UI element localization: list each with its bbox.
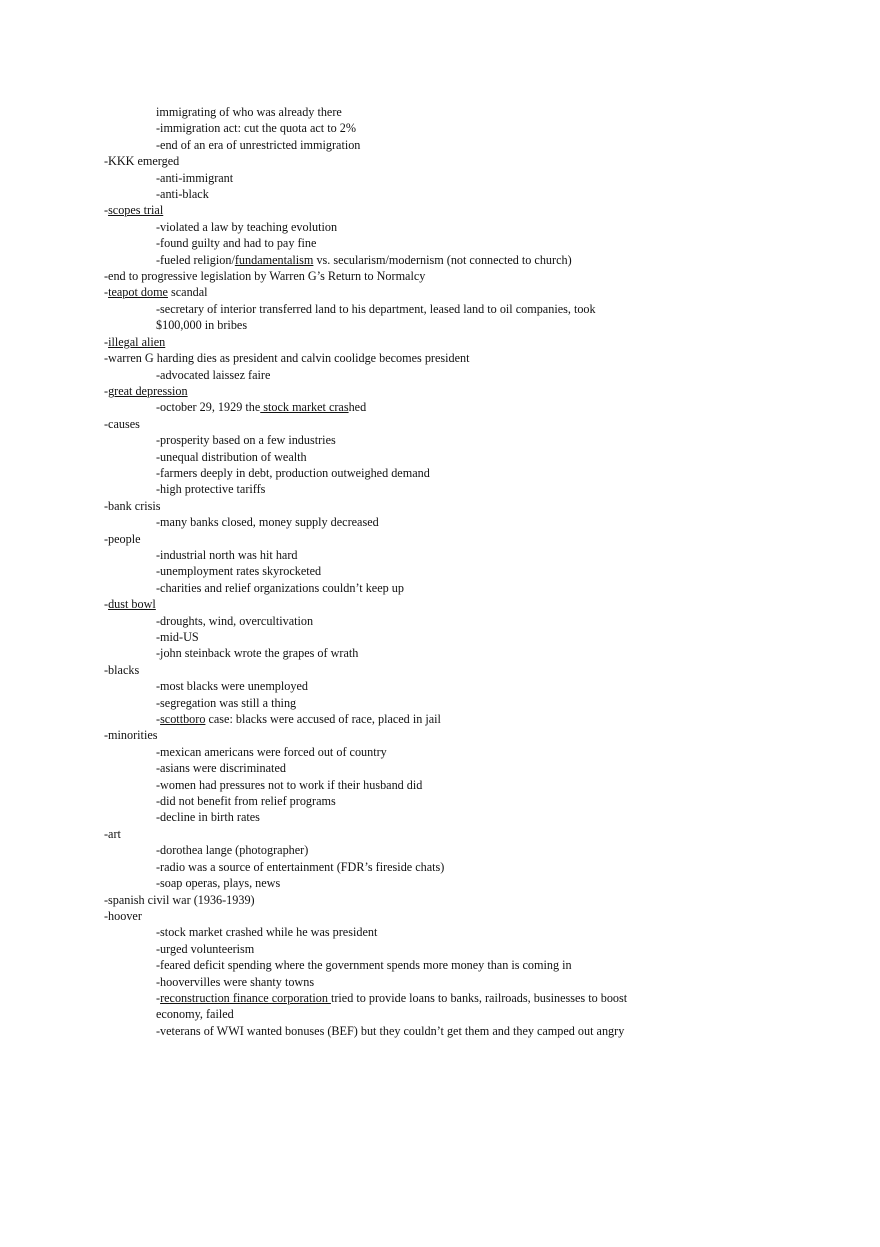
note-line-text: -secretary of interior transferred land to his department, leased land to oil companies, took bbox=[156, 301, 596, 316]
note-line-text: -advocated laissez faire bbox=[156, 367, 271, 382]
note-line-text: $100,000 in bribes bbox=[156, 318, 248, 333]
note-line bbox=[104, 416, 824, 432]
note-line bbox=[104, 547, 824, 563]
note-line-text: -high protective tariffs bbox=[156, 482, 266, 497]
note-line-text: - bbox=[104, 334, 109, 349]
note-line bbox=[104, 941, 824, 957]
note-line bbox=[104, 826, 824, 842]
note-line bbox=[104, 809, 824, 825]
note-line bbox=[104, 645, 824, 661]
note-line-text: -droughts, wind, overcultivation bbox=[156, 613, 314, 628]
note-line-text: -violated a law by teaching evolution bbox=[156, 219, 338, 234]
note-line-text: -did not benefit from relief programs bbox=[156, 794, 336, 809]
note-line bbox=[104, 793, 824, 809]
note-line-text: -KKK emerged bbox=[104, 154, 180, 169]
note-line-text: -dorothea lange (photographer) bbox=[156, 843, 309, 858]
note-line-text: -spanish civil war (1936-1939) bbox=[104, 892, 255, 907]
note-line bbox=[104, 695, 824, 711]
note-line-text: -warren G harding dies as president and calvin coolidge becomes president bbox=[104, 351, 470, 366]
note-line-text: -farmers deeply in debt, production outweighed demand bbox=[156, 465, 430, 480]
underlined-term: stock market cras bbox=[260, 400, 349, 415]
note-line-text: -urged volunteerism bbox=[156, 941, 255, 956]
note-line bbox=[104, 367, 824, 383]
note-line-text: -stock market crashed while he was president bbox=[156, 925, 378, 940]
note-line bbox=[104, 842, 824, 858]
note-line-text: tried to provide loans to banks, railroads, businesses to boost bbox=[330, 990, 628, 1005]
note-line-text: immigrating of who was already there bbox=[156, 105, 342, 119]
note-line bbox=[104, 613, 824, 629]
underlined-term: scopes trial bbox=[108, 203, 164, 218]
note-line bbox=[104, 170, 824, 186]
note-line bbox=[104, 137, 824, 153]
note-line-text: -charities and relief organizations couldn’t keep up bbox=[156, 580, 404, 595]
note-line bbox=[104, 744, 824, 760]
underlined-term: fundamentalism bbox=[234, 252, 314, 267]
note-line-text: scandal bbox=[167, 285, 208, 300]
note-line-text: - bbox=[104, 597, 109, 612]
note-line bbox=[104, 104, 824, 120]
notes-body bbox=[104, 104, 824, 1039]
note-line-text: -many banks closed, money supply decreased bbox=[156, 515, 379, 530]
note-line-text: -women had pressures not to work if their husband did bbox=[156, 777, 423, 792]
note-line-text: -immigration act: cut the quota act to 2% bbox=[156, 121, 357, 136]
note-line bbox=[104, 268, 824, 284]
note-line bbox=[104, 465, 824, 481]
note-line bbox=[104, 875, 824, 891]
note-line-text: - bbox=[104, 285, 109, 300]
note-line bbox=[104, 678, 824, 694]
note-line-text: -prosperity based on a few industries bbox=[156, 433, 336, 448]
note-line-text: vs. secularism/modernism (not connected to church) bbox=[313, 252, 572, 267]
note-line-text: -found guilty and had to pay fine bbox=[156, 236, 317, 251]
note-line-text: -industrial north was hit hard bbox=[156, 547, 298, 562]
note-line bbox=[104, 580, 824, 596]
note-line bbox=[104, 481, 824, 497]
note-line-text: -end of an era of unrestricted immigration bbox=[156, 137, 361, 152]
note-line-text: - bbox=[156, 990, 161, 1005]
note-line bbox=[104, 990, 824, 1006]
note-line-text: -mexican americans were forced out of country bbox=[156, 744, 387, 759]
note-line bbox=[104, 1006, 824, 1022]
note-line-text: -causes bbox=[104, 416, 140, 431]
note-line-text: -unequal distribution of wealth bbox=[156, 449, 307, 464]
note-line-text: - bbox=[156, 712, 161, 727]
note-line-text: -soap operas, plays, news bbox=[156, 876, 281, 891]
note-line-text: economy, failed bbox=[156, 1007, 234, 1022]
note-line bbox=[104, 252, 824, 268]
underlined-term: illegal alien bbox=[108, 334, 166, 349]
note-line-text: -decline in birth rates bbox=[156, 810, 260, 825]
note-line-text: -anti-black bbox=[156, 187, 209, 202]
note-line bbox=[104, 777, 824, 793]
note-line bbox=[104, 531, 824, 547]
underlined-term: dust bowl bbox=[108, 597, 156, 612]
note-line bbox=[104, 629, 824, 645]
note-line bbox=[104, 1023, 824, 1039]
note-line bbox=[104, 859, 824, 875]
note-line bbox=[104, 153, 824, 169]
underlined-term: scottboro bbox=[160, 712, 206, 727]
note-line bbox=[104, 974, 824, 990]
note-line bbox=[104, 892, 824, 908]
note-line bbox=[104, 957, 824, 973]
note-line bbox=[104, 498, 824, 514]
note-line-text: -art bbox=[104, 826, 121, 841]
note-line bbox=[104, 202, 824, 218]
note-line bbox=[104, 727, 824, 743]
note-line bbox=[104, 563, 824, 579]
note-line-text: -hoover bbox=[104, 908, 142, 923]
note-line bbox=[104, 383, 824, 399]
note-line bbox=[104, 219, 824, 235]
underlined-term: teapot dome bbox=[108, 285, 168, 300]
note-line-text: -mid-US bbox=[156, 630, 199, 644]
note-line bbox=[104, 596, 824, 612]
note-line-text: -unemployment rates skyrocketed bbox=[156, 564, 322, 579]
note-line-text: case: blacks were accused of race, placed in jail bbox=[205, 712, 441, 727]
note-line bbox=[104, 711, 824, 727]
note-line-text: - bbox=[104, 203, 109, 218]
note-line-text: -anti-immigrant bbox=[156, 170, 234, 185]
note-line bbox=[104, 924, 824, 940]
note-line-text: -minorities bbox=[104, 728, 158, 743]
note-line bbox=[104, 186, 824, 202]
note-line-text: - bbox=[104, 383, 109, 398]
note-line bbox=[104, 235, 824, 251]
note-line-text: hed bbox=[348, 400, 367, 415]
note-line-text: -people bbox=[104, 531, 141, 546]
note-line-text: -end to progressive legislation by Warren G’s Return to Normalcy bbox=[104, 269, 426, 284]
note-line-text: -most blacks were unemployed bbox=[156, 679, 308, 694]
note-line-text: -october 29, 1929 the bbox=[156, 400, 261, 415]
underlined-term: reconstruction finance corporation bbox=[160, 990, 331, 1005]
note-line bbox=[104, 399, 824, 415]
note-line bbox=[104, 449, 824, 465]
note-line-text: -hoovervilles were shanty towns bbox=[156, 974, 315, 989]
note-line-text: -blacks bbox=[104, 662, 140, 677]
note-line-text: -john steinback wrote the grapes of wrath bbox=[156, 646, 359, 661]
note-line bbox=[104, 760, 824, 776]
note-line bbox=[104, 301, 824, 317]
note-line-text: -veterans of WWI wanted bonuses (BEF) but they couldn’t get them and they camped out angry bbox=[156, 1023, 625, 1038]
note-line-text: -segregation was still a thing bbox=[156, 695, 297, 710]
underlined-term: great depression bbox=[108, 383, 188, 398]
note-line-text: -radio was a source of entertainment (FDR’s fireside chats) bbox=[156, 859, 445, 874]
note-line bbox=[104, 120, 824, 136]
note-line bbox=[104, 662, 824, 678]
note-line bbox=[104, 432, 824, 448]
note-line bbox=[104, 334, 824, 350]
note-line-text: -feared deficit spending where the government spends more money than is coming in bbox=[156, 958, 572, 973]
note-line bbox=[104, 350, 824, 366]
note-line-text: -bank crisis bbox=[104, 498, 161, 513]
note-line-text: -fueled religion/ bbox=[156, 252, 235, 267]
note-line bbox=[104, 317, 824, 333]
note-line bbox=[104, 514, 824, 530]
note-line bbox=[104, 908, 824, 924]
note-line-text: -asians were discriminated bbox=[156, 761, 286, 776]
note-line bbox=[104, 284, 824, 300]
